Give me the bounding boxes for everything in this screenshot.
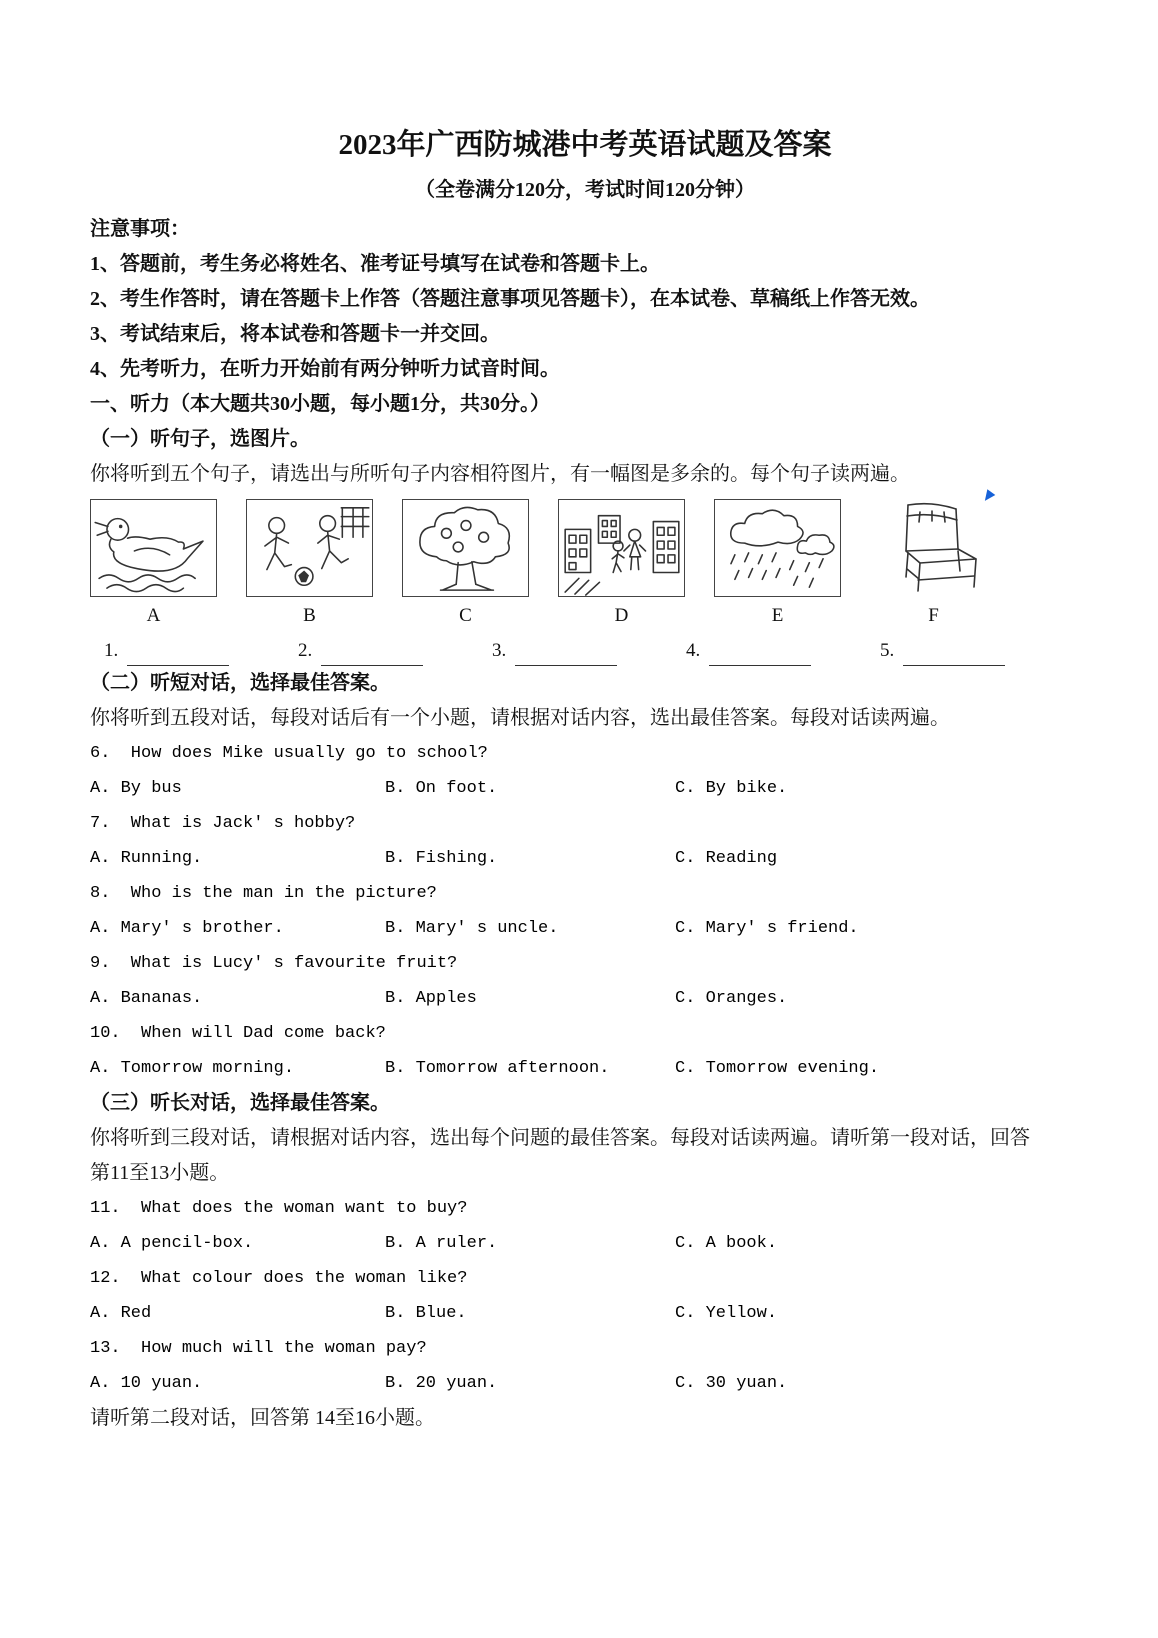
part3-heading: （三）听长对话，选择最佳答案。	[90, 1092, 390, 1114]
question-9-option-b: B. Apples	[385, 989, 477, 1008]
blank-line	[515, 642, 617, 666]
question-9-options	[90, 981, 1080, 1016]
question-6-options	[90, 771, 1080, 806]
question-10-options	[90, 1051, 1080, 1086]
question-6-option-c: C. By bike.	[675, 779, 788, 798]
question-10-option-c: C. Tomorrow evening.	[675, 1059, 880, 1078]
question-13-option-a: A. 10 yuan.	[90, 1374, 203, 1393]
question-11-option-c: C. A book.	[675, 1234, 778, 1253]
question-11: 11. What does the woman want to buy?	[90, 1199, 468, 1218]
question-10-option-a: A. Tomorrow morning.	[90, 1059, 295, 1078]
question-7-options	[90, 841, 1080, 876]
answer-blank-3	[492, 636, 686, 666]
part3-instruction-line2: 第11至13小题。	[90, 1162, 230, 1184]
question-8: 8. Who is the man in the picture?	[90, 884, 437, 903]
question-6-option-a: A. By bus	[90, 779, 182, 798]
picture-label-a: A	[146, 605, 161, 626]
question-9-option-a: A. Bananas.	[90, 989, 203, 1008]
question-12: 12. What colour does the woman like?	[90, 1269, 468, 1288]
picture-label-b: B	[303, 605, 316, 626]
picture-label-row	[90, 601, 1080, 631]
question-12-option-b: B. Blue.	[385, 1304, 467, 1323]
blank-line	[709, 642, 811, 666]
chair-image	[870, 499, 997, 597]
picture-label-c: C	[459, 605, 472, 626]
picture-b-football	[246, 499, 373, 597]
picture-f-chair	[870, 499, 997, 597]
question-7-option-b: B. Fishing.	[385, 849, 498, 868]
notice-item-2: 2、考生作答时，请在答题卡上作答（答题注意事项见答题卡），在本试卷、草稿纸上作答无效。	[90, 288, 930, 310]
question-11-option-b: B. A ruler.	[385, 1234, 498, 1253]
answer-blank-row	[90, 631, 1080, 666]
question-12-option-c: C. Yellow.	[675, 1304, 778, 1323]
notice-heading: 注意事项：	[90, 218, 190, 240]
page-title: 2023年广西防城港中考英语试题及答案	[338, 129, 832, 161]
duck-image	[91, 500, 216, 596]
children-football-image	[247, 500, 372, 596]
question-10-option-b: B. Tomorrow afternoon.	[385, 1059, 610, 1078]
question-8-option-a: A. Mary' s brother.	[90, 919, 284, 938]
listening-section-heading: 一、听力（本大题共30小题，每小题1分，共30分。）	[90, 393, 550, 415]
tree-image	[403, 500, 528, 596]
page-subtitle: （全卷满分120分，考试时间120分钟）	[415, 179, 755, 201]
question-7: 7. What is Jack' s hobby?	[90, 814, 356, 833]
question-11-option-a: A. A pencil-box.	[90, 1234, 254, 1253]
blank-number: 1.	[104, 640, 119, 661]
picture-a-duck	[90, 499, 217, 597]
question-13-option-b: B. 20 yuan.	[385, 1374, 498, 1393]
question-13-option-c: C. 30 yuan.	[675, 1374, 788, 1393]
question-13: 13. How much will the woman pay?	[90, 1339, 427, 1358]
notice-item-1: 1、答题前，考生务必将姓名、准考证号填写在试卷和答题卡上。	[90, 253, 660, 275]
question-11-options	[90, 1226, 1080, 1261]
answer-blank-1	[104, 636, 298, 666]
part1-heading: （一）听句子，选图片。	[90, 428, 310, 450]
answer-blank-4	[686, 636, 880, 666]
question-8-option-c: C. Mary' s friend.	[675, 919, 859, 938]
picture-e-rain	[714, 499, 841, 597]
picture-row	[90, 499, 1080, 597]
blank-number: 5.	[880, 640, 895, 661]
blank-line	[321, 642, 423, 666]
picture-label-e: E	[771, 605, 784, 626]
question-6: 6. How does Mike usually go to school?	[90, 744, 488, 763]
question-7-option-c: C. Reading	[675, 849, 778, 868]
part2-instruction: 你将听到五段对话，每段对话后有一个小题，请根据对话内容，选出最佳答案。每段对话读两遍。	[90, 707, 950, 729]
rain-clouds-image	[715, 500, 840, 596]
question-12-options	[90, 1296, 1080, 1331]
question-10: 10. When will Dad come back?	[90, 1024, 386, 1043]
picture-label-f: F	[928, 605, 939, 626]
blank-line	[903, 642, 1005, 666]
blank-number: 2.	[298, 640, 313, 661]
question-7-option-a: A. Running.	[90, 849, 203, 868]
question-8-options	[90, 911, 1080, 946]
picture-c-tree	[402, 499, 529, 597]
question-6-option-b: B. On foot.	[385, 779, 498, 798]
notice-item-4: 4、先考听力，在听力开始前有两分钟听力试音时间。	[90, 358, 560, 380]
blank-line	[127, 642, 229, 666]
blank-number: 4.	[686, 640, 701, 661]
picture-d-street	[558, 499, 685, 597]
question-13-options	[90, 1366, 1080, 1401]
question-12-option-a: A. Red	[90, 1304, 152, 1323]
picture-label-d: D	[614, 605, 629, 626]
part3-next-dialog-note: 请听第二段对话，回答第 14至16小题。	[90, 1407, 435, 1429]
question-9: 9. What is Lucy' s favourite fruit?	[90, 954, 458, 973]
part2-heading: （二）听短对话，选择最佳答案。	[90, 672, 390, 694]
part1-instruction: 你将听到五个句子，请选出与所听句子内容相符图片，有一幅图是多余的。每个句子读两遍。	[90, 463, 910, 485]
question-9-option-c: C. Oranges.	[675, 989, 788, 1008]
answer-blank-2	[298, 636, 492, 666]
street-crossing-image	[559, 500, 684, 596]
question-8-option-b: B. Mary' s uncle.	[385, 919, 559, 938]
part3-instruction-line1: 你将听到三段对话，请根据对话内容，选出每个问题的最佳答案。每段对话读两遍。请听第一段对话，回答	[90, 1127, 1030, 1149]
blank-number: 3.	[492, 640, 507, 661]
answer-blank-5	[880, 636, 1074, 666]
notice-item-3: 3、考试结束后，将本试卷和答题卡一并交回。	[90, 323, 500, 345]
